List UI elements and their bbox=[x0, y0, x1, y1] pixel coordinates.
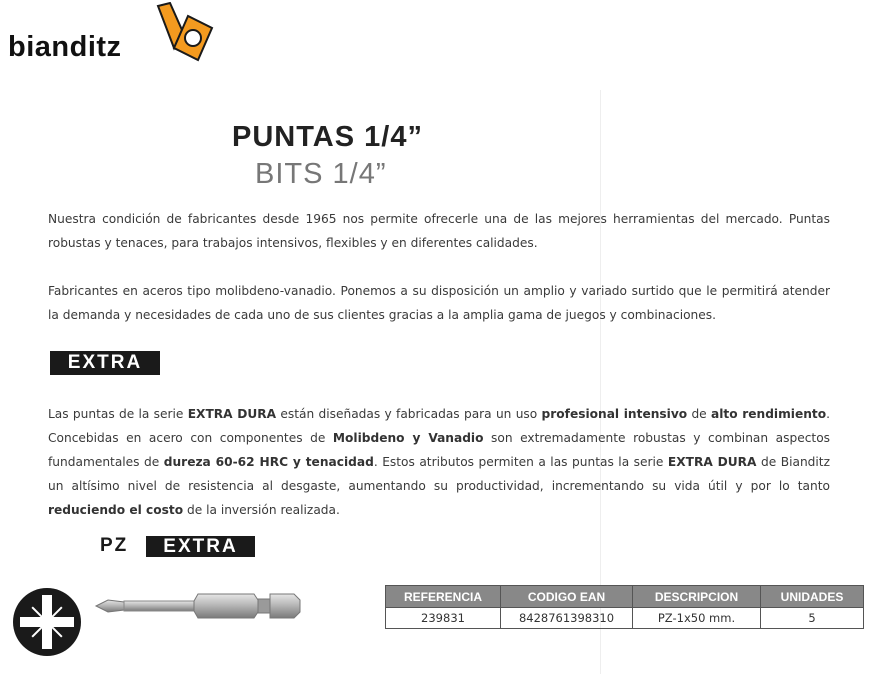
extra-badge: EXTRA bbox=[50, 351, 160, 375]
brand-logo bbox=[6, 0, 221, 66]
extra-paragraph: Las puntas de la serie EXTRA DURA están diseñadas y fabricadas para un uso profesional intensivo de alto rendimiento. Concebidas en acero con componentes de Molibdeno y Vanadio son extremadamente robustas y combinan aspectos fundamentales de dureza 60-62 HRC y tenacidad. Estos atributos permiten a las puntas la serie EXTRA DURA de Bianditz un altísimo nivel de resistencia al desgaste, aumentando su productividad, incrementando su vida útil y por lo tanto reduciendo el costo de la inversión realizada. bbox=[48, 407, 831, 517]
column-header: CODIGO EAN bbox=[501, 586, 633, 608]
column-header: REFERENCIA bbox=[386, 586, 501, 608]
pz-extra-badge: EXTRA bbox=[146, 536, 255, 557]
brand-name: bianditz bbox=[8, 31, 122, 63]
pz-label: PZ bbox=[100, 535, 129, 556]
intro-paragraph-1: Nuestra condición de fabricantes desde 1965 nos permite ofrecerle una de las mejores herramientas del mercado. Puntas robustas y tenaces, para trabajos intensivos, flexibles y en diferentes calidades. bbox=[48, 212, 830, 250]
pozidriv-cross-icon bbox=[12, 587, 82, 657]
table-cell: 8428761398310 bbox=[501, 608, 633, 629]
column-header: UNIDADES bbox=[761, 586, 864, 608]
bit-image bbox=[94, 586, 304, 626]
table-cell: 239831 bbox=[386, 608, 501, 629]
table-row bbox=[386, 608, 864, 629]
column-header: DESCRIPCION bbox=[633, 586, 761, 608]
page-title: PUNTAS 1/4” bbox=[232, 121, 423, 153]
brand-mark-icon bbox=[152, 2, 218, 62]
table-cell: 5 bbox=[761, 608, 864, 629]
intro-paragraph-2: Fabricantes en aceros tipo molibdeno-vanadio. Ponemos a su disposición un amplio y variado surtido que le permitirá atender la demanda y necesidades de cada uno de sus clientes gracias a la amplia gama de juegos y combinaciones. bbox=[48, 284, 830, 322]
table-cell: PZ-1x50 mm. bbox=[633, 608, 761, 629]
product-table bbox=[385, 585, 864, 629]
page-subtitle: BITS 1/4” bbox=[255, 158, 387, 190]
table-header-row bbox=[386, 586, 864, 608]
